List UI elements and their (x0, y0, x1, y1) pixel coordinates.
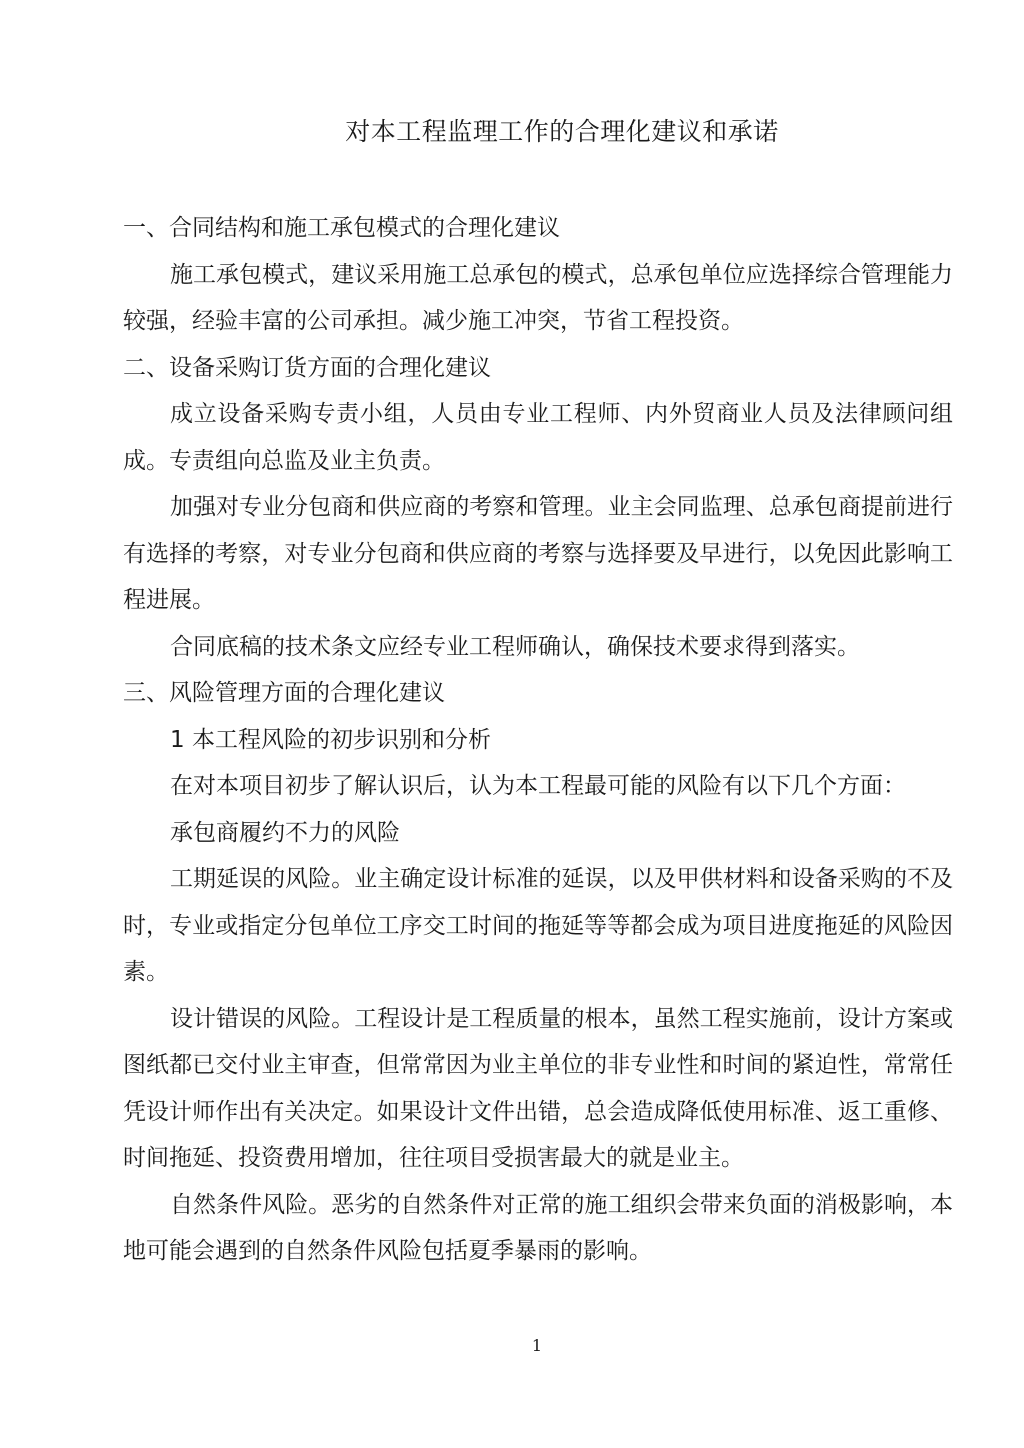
paragraph: 承包商履约不力的风险 (170, 819, 400, 846)
paragraph: 在对本项目初步了解认识后，认为本工程最可能的风险有以下几个方面： (170, 773, 906, 799)
paragraph: 施工承包模式，建议采用施工总承包的模式，总承包单位应选择综合管理能力较强，经验丰富的公司承担。减少施工冲突，节省工程投资。 (123, 261, 953, 334)
section-heading-1: 一、合同结构和施工承包模式的合理化建议 (123, 215, 560, 241)
paragraph: 设计错误的风险。工程设计是工程质量的根本，虽然工程实施前，设计方案或图纸都已交付业主审查，但常常因为业主单位的非专业性和时间的紧迫性，常常任凭设计师作出有关决定。如果设计文件出错，总会造成降低使用标准、返工重修、时间拖延、投资费用增加，往往项目受损害最大的就是业主。 (123, 1005, 953, 1171)
paragraph: 工期延误的风险。业主确定设计标准的延误，以及甲供材料和设备采购的不及时，专业或指定分包单位工序交工时间的拖延等等都会成为项目进度拖延的风险因素。 (123, 866, 953, 985)
document-title: 对本工程监理工作的合理化建议和承诺 (345, 117, 779, 146)
paragraph: 加强对专业分包商和供应商的考察和管理。业主会同监理、总承包商提前进行有选择的考察，对专业分包商和供应商的考察与选择要及早进行，以免因此影响工程进展。 (123, 494, 953, 613)
section-heading-2: 二、设备采购订货方面的合理化建议 (123, 354, 491, 381)
paragraph: 成立设备采购专责小组，人员由专业工程师、内外贸商业人员及法律顾问组成。专责组向总监及业主负责。 (123, 401, 953, 474)
page-number: 1 (531, 1336, 543, 1355)
paragraph: 自然条件风险。恶劣的自然条件对正常的施工组织会带来负面的消极影响，本地可能会遇到的自然条件风险包括夏季暴雨的影响。 (123, 1191, 953, 1264)
section-heading-3: 三、风险管理方面的合理化建议 (123, 680, 445, 706)
paragraph: 合同底稿的技术条文应经专业工程师确认，确保技术要求得到落实。 (170, 633, 860, 660)
subsection-heading: 1 本工程风险的初步识别和分析 (170, 726, 491, 753)
document-body (123, 205, 953, 1275)
